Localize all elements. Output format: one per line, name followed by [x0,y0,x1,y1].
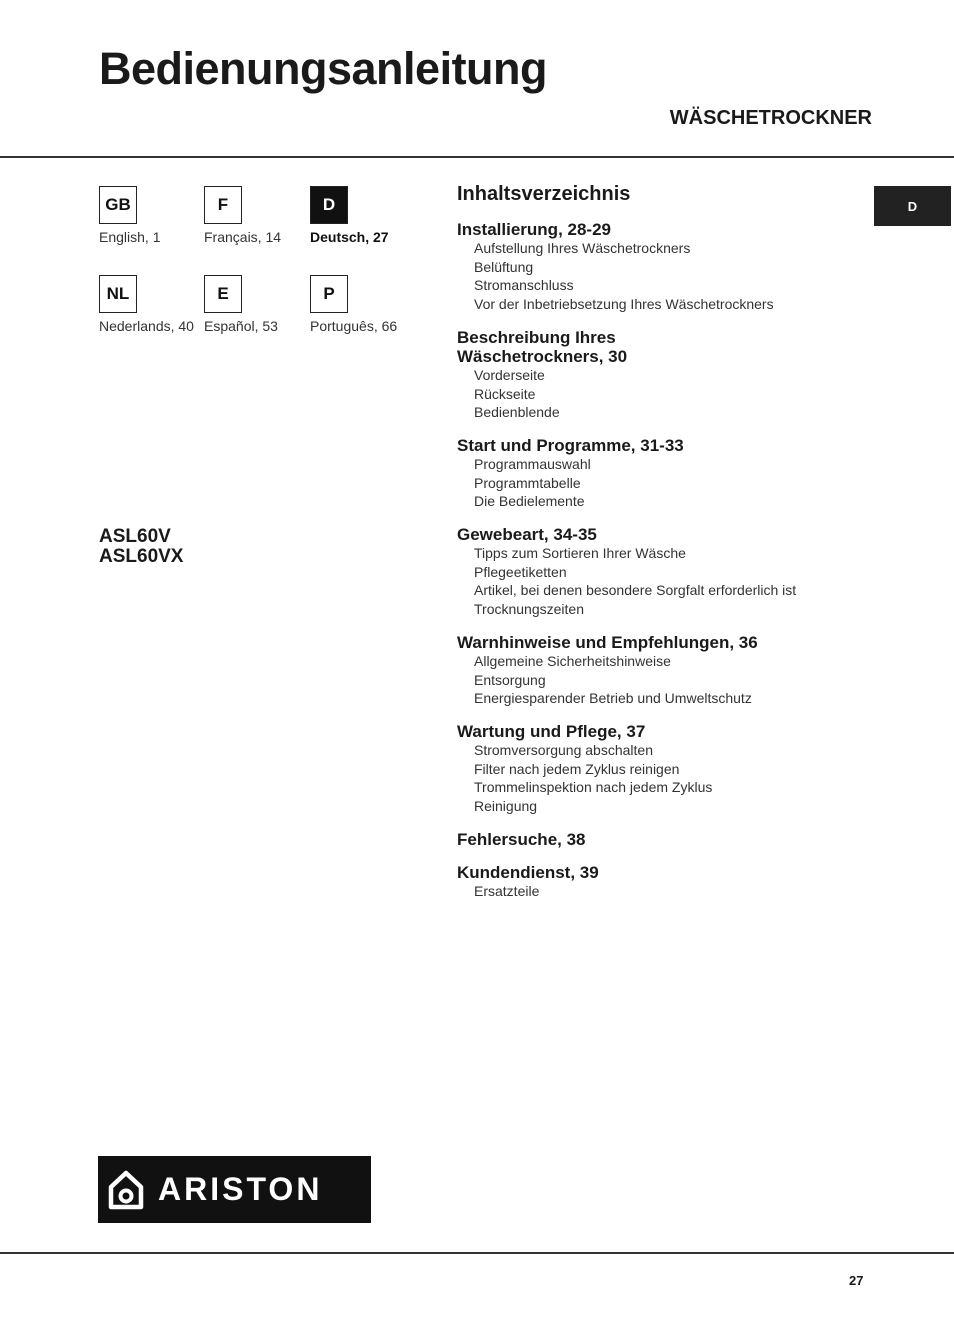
toc-subitem: Rückseite [474,385,536,402]
bottom-divider [0,1252,954,1254]
top-divider [0,156,954,158]
ariston-logo [98,1156,371,1223]
toc-section [457,633,857,708]
toc-subitem: Reinigung [474,798,538,815]
toc-section-title: Gewebeart, 34-35 [457,525,597,545]
toc-heading: Inhaltsverzeichnis [457,183,631,205]
toc-section [457,863,857,901]
lang-box-nl: NL [99,275,137,313]
toc-subitem: Die Bedielemente [474,493,585,510]
lang-name-gb: English, 1 [99,229,161,245]
toc-subitem: Filter nach jedem Zyklus reinigen [474,760,680,777]
table-of-contents [457,183,857,914]
page-number: 27 [849,1273,864,1288]
toc-subitem: Vorderseite [474,366,545,383]
lang-name-d: Deutsch, 27 [310,229,389,245]
toc-section-title: Wartung und Pflege, 37 [457,721,646,741]
toc-sections [457,220,857,900]
toc-subitem: Trommelinspektion nach jedem Zyklus [474,779,713,796]
toc-subitem: Bedienblende [474,404,560,421]
logo-wordmark: ARISTON [158,1171,323,1207]
lang-box-gb: GB [99,186,137,224]
toc-section-title: Warnhinweise und Empfehlungen, 36 [457,632,758,652]
toc-subitem: Allgemeine Sicherheitshinweise [474,652,671,669]
toc-subitem: Tipps zum Sortieren Ihrer Wäsche [474,545,686,562]
lang-box-p: P [310,275,348,313]
lang-box-d: D [310,186,348,224]
toc-section-title: Kundendienst, 39 [457,862,599,882]
toc-section [457,722,857,816]
toc-subitem: Programmtabelle [474,474,581,491]
toc-section [457,328,857,422]
toc-subitem: Aufstellung Ihres Wäschetrockners [474,240,691,256]
toc-subitem: Pflegeetiketten [474,563,567,580]
toc-subitem: Belüftung [474,258,534,275]
lang-name-p: Português, 66 [310,318,398,334]
lang-box-e: E [204,275,242,313]
toc-subitem: Trocknungszeiten [474,601,584,618]
language-side-tab: D [874,186,951,226]
toc-section [457,220,857,314]
toc-section [457,436,857,511]
toc-section-title: Installierung, 28-29 [457,220,611,239]
toc-subitem: Ersatzteile [474,882,540,899]
toc-section-title: Fehlersuche, 38 [457,829,586,849]
product-category: WÄSCHETROCKNER [669,107,872,129]
toc-subitem: Programmauswahl [474,455,591,472]
toc-subitem: Artikel, bei denen besondere Sorgfalt erforderlich ist [474,582,797,599]
model-number: ASL60VX [99,546,184,567]
lang-box-f: F [204,186,242,224]
lang-name-e: Español, 53 [204,318,278,334]
toc-section [457,830,857,849]
toc-subitem: Vor der Inbetriebsetzung Ihres Wäschetrockners [474,296,774,313]
house-icon [108,1170,144,1210]
toc-subitem: Stromversorgung abschalten [474,741,653,758]
page-title: Bedienungsanleitung [99,43,548,94]
lang-name-nl: Nederlands, 40 [99,318,194,334]
model-number: ASL60V [99,526,171,547]
toc-subitem: Stromanschluss [474,277,574,294]
model-numbers [99,527,183,567]
toc-section-title: Beschreibung Ihres Wäschetrockners, 30 [457,327,628,366]
lang-name-f: Français, 14 [204,229,282,245]
toc-section [457,525,857,619]
toc-subitem: Entsorgung [474,671,546,688]
toc-section-title: Start und Programme, 31-33 [457,435,684,455]
toc-subitem: Energiesparender Betrieb und Umweltschutz [474,690,752,707]
